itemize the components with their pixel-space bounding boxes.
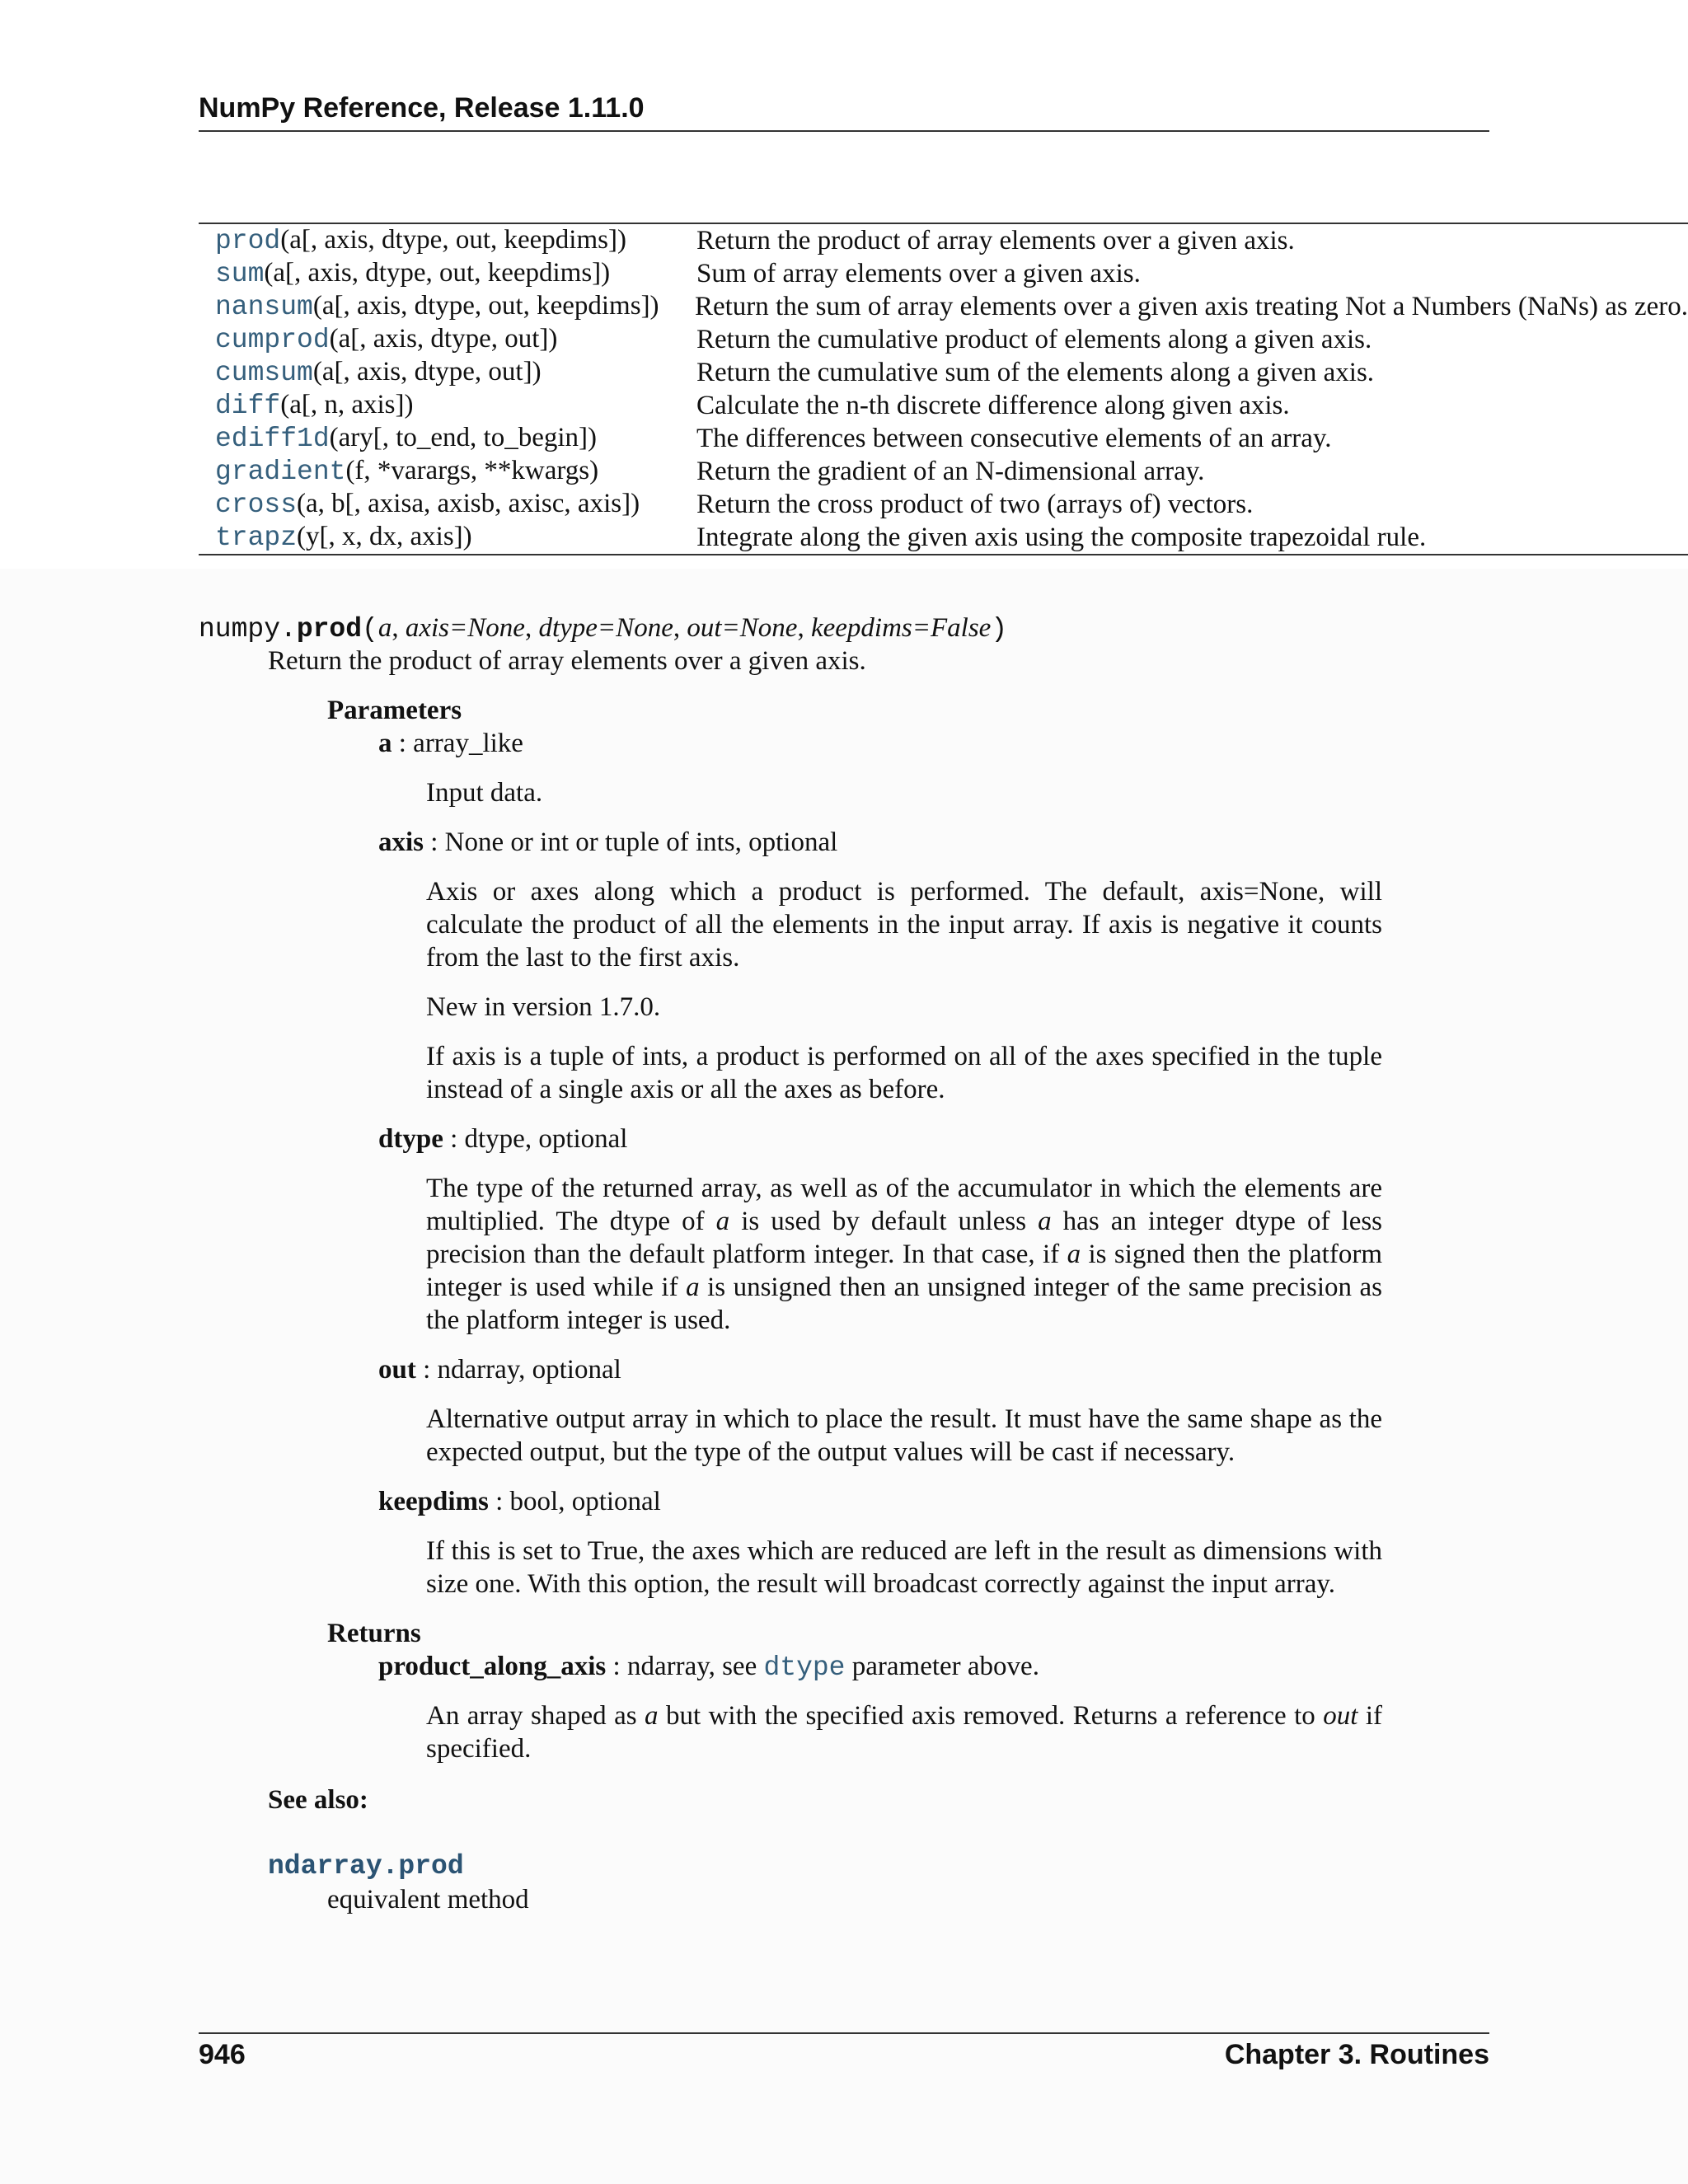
chapter-label: Chapter 3. Routines bbox=[1224, 2039, 1489, 2070]
footer-rule bbox=[199, 2032, 1489, 2034]
param-dtype-description bbox=[426, 1172, 1382, 1337]
summary-function-link[interactable]: nansum bbox=[215, 292, 313, 322]
param-out bbox=[378, 1353, 621, 1386]
param-axis-tuple-note: If axis is a tuple of ints, a product is performed on all of the axes specified in the tuple instead of a single axis or all the axes as before. bbox=[426, 1042, 1382, 1104]
param-a-type: : array_like bbox=[392, 729, 523, 758]
summary-function-args: (a[, axis, dtype, out, keepdims]) bbox=[264, 258, 611, 288]
summary-function-args: (f, *varargs, **kwargs) bbox=[345, 456, 599, 485]
signature-module: numpy. bbox=[199, 614, 297, 644]
summary-row bbox=[199, 389, 1688, 422]
return-name: product_along_axis bbox=[378, 1652, 607, 1681]
summary-function-link[interactable]: cumprod bbox=[215, 325, 330, 355]
param-dtype-type: : dtype, optional bbox=[443, 1124, 628, 1154]
return-description bbox=[426, 1699, 1382, 1765]
function-summary: Return the product of array elements over a given axis. bbox=[268, 646, 866, 676]
summary-signature bbox=[199, 456, 696, 487]
signature-param-axis: axis=None bbox=[405, 613, 525, 643]
param-axis-name: axis bbox=[378, 827, 424, 857]
summary-row bbox=[199, 455, 1688, 488]
summary-signature bbox=[199, 390, 696, 421]
summary-function-args: (a[, axis, dtype, out, keepdims]) bbox=[280, 225, 626, 255]
param-out-name: out bbox=[378, 1355, 416, 1385]
summary-row bbox=[199, 521, 1688, 554]
desc-text: is unsigned then an unsigned integer of the same precision as the platform integer is used. bbox=[426, 1272, 1382, 1335]
parameters-heading: Parameters bbox=[327, 696, 462, 725]
summary-description: Return the product of array elements over a given axis. bbox=[696, 225, 1295, 255]
desc-text: is used by default unless bbox=[729, 1207, 1039, 1236]
summary-function-link[interactable]: ediff1d bbox=[215, 424, 330, 454]
summary-function-link[interactable]: gradient bbox=[215, 457, 346, 487]
header-rule bbox=[199, 130, 1489, 132]
param-a-description: Input data. bbox=[426, 778, 543, 808]
summary-row bbox=[199, 356, 1688, 389]
summary-row bbox=[199, 323, 1688, 356]
running-header: NumPy Reference, Release 1.11.0 bbox=[199, 92, 645, 124]
desc-italic: a bbox=[1038, 1207, 1052, 1236]
desc-italic: out bbox=[1323, 1701, 1358, 1731]
summary-row bbox=[199, 290, 1688, 323]
summary-description: Return the cross product of two (arrays of) vectors. bbox=[696, 489, 1254, 519]
param-a bbox=[378, 727, 523, 760]
param-out-description: Alternative output array in which to place the result. It must have the same shape as the expected output, but the type of the output values will be cast if necessary. bbox=[426, 1404, 1382, 1467]
desc-text: has an integer dtype of less precision than the default platform integer. In that case, if bbox=[426, 1207, 1383, 1269]
desc-text: is signed then the platform integer is used while if bbox=[426, 1240, 1382, 1302]
summary-description: Return the gradient of an N-dimensional array. bbox=[696, 456, 1205, 486]
param-dtype-name: dtype bbox=[378, 1124, 443, 1154]
summary-description: The differences between consecutive elements of an array. bbox=[696, 423, 1332, 453]
return-value bbox=[378, 1650, 1039, 1685]
signature-function-name: prod bbox=[296, 614, 363, 644]
summary-row bbox=[199, 224, 1688, 257]
summary-description: Calculate the n-th discrete difference along given axis. bbox=[696, 390, 1290, 420]
summary-function-args: (a[, axis, dtype, out, keepdims]) bbox=[312, 291, 659, 321]
function-signature bbox=[199, 613, 1007, 644]
summary-description: Return the sum of array elements over a given axis treating Not a Numbers (NaNs) as zero. bbox=[694, 291, 1688, 321]
summary-description: Return the cumulative product of elements along a given axis. bbox=[696, 324, 1372, 354]
summary-function-args: (a[, n, axis]) bbox=[280, 390, 414, 419]
desc-text: if specified. bbox=[426, 1701, 1382, 1764]
see-also-heading: See also: bbox=[268, 1785, 368, 1815]
desc-italic: a bbox=[715, 1207, 730, 1236]
param-keepdims-description: If this is set to True, the axes which are reduced are left in the result as dimensions with size one. With this option, the result will broadcast correctly against the input array. bbox=[426, 1536, 1382, 1599]
desc-text: An array shaped as bbox=[426, 1701, 645, 1731]
param-keepdims bbox=[378, 1485, 661, 1518]
return-type: : ndarray, see bbox=[606, 1652, 764, 1681]
param-axis-type: : None or int or tuple of ints, optional bbox=[424, 827, 838, 857]
summary-signature bbox=[199, 225, 696, 256]
summary-function-link[interactable]: sum bbox=[215, 259, 265, 289]
signature-separator: , bbox=[797, 613, 811, 643]
summary-signature bbox=[199, 489, 696, 520]
desc-text: but with the specified axis removed. Returns a reference to bbox=[658, 1701, 1324, 1731]
signature-separator: , bbox=[673, 613, 687, 643]
see-also-description: equivalent method bbox=[327, 1885, 529, 1915]
summary-function-args: (a[, axis, dtype, out]) bbox=[312, 357, 542, 387]
desc-italic: a bbox=[645, 1701, 659, 1731]
summary-function-link[interactable]: prod bbox=[215, 226, 281, 256]
summary-signature bbox=[199, 357, 696, 388]
summary-row bbox=[199, 422, 1688, 455]
summary-description: Return the cumulative sum of the elements along a given axis. bbox=[696, 357, 1375, 387]
summary-function-link[interactable]: cumsum bbox=[215, 358, 313, 388]
param-keepdims-type: : bool, optional bbox=[488, 1487, 661, 1516]
routines-summary-table bbox=[199, 223, 1688, 555]
summary-function-link[interactable]: cross bbox=[215, 490, 298, 520]
param-a-name: a bbox=[378, 729, 392, 758]
summary-row bbox=[199, 488, 1688, 521]
param-axis bbox=[378, 826, 837, 859]
summary-signature bbox=[199, 324, 696, 355]
summary-function-args: (a[, axis, dtype, out]) bbox=[329, 324, 558, 354]
param-keepdims-name: keepdims bbox=[378, 1487, 489, 1516]
summary-function-args: (ary[, to_end, to_begin]) bbox=[329, 423, 598, 452]
signature-param-out: out=None bbox=[687, 613, 798, 643]
see-also-ndarray-prod-link[interactable]: ndarray.prod bbox=[268, 1851, 464, 1882]
summary-description: Sum of array elements over a given axis. bbox=[696, 258, 1141, 288]
signature-separator: , bbox=[524, 613, 539, 643]
summary-description: Integrate along the given axis using the composite trapezoidal rule. bbox=[696, 522, 1427, 552]
param-dtype bbox=[378, 1122, 627, 1155]
desc-text: The type of the returned array, as well as of the accumulator in which the elements are multiplied. The dtype of bbox=[426, 1174, 1382, 1236]
signature-separator: , bbox=[392, 613, 406, 643]
summary-signature bbox=[199, 423, 696, 454]
param-axis-description: Axis or axes along which a product is performed. The default, axis=None, will calculate the product of all the elements in the input array. If axis is negative it counts from the last to the first axis. bbox=[426, 877, 1382, 972]
summary-function-args: (y[, x, dx, axis]) bbox=[297, 522, 472, 551]
returns-heading: Returns bbox=[327, 1619, 421, 1648]
page-number: 946 bbox=[199, 2039, 246, 2070]
desc-italic: a bbox=[1067, 1240, 1081, 1269]
param-axis-version-note: New in version 1.7.0. bbox=[426, 992, 661, 1022]
dtype-link[interactable]: dtype bbox=[763, 1652, 846, 1683]
signature-param-a: a bbox=[377, 613, 392, 643]
signature-open-paren: ( bbox=[362, 614, 378, 644]
return-type-suffix: parameter above. bbox=[845, 1652, 1039, 1681]
summary-row bbox=[199, 257, 1688, 290]
desc-italic: a bbox=[686, 1272, 700, 1302]
summary-signature bbox=[199, 522, 696, 553]
summary-signature bbox=[199, 258, 696, 289]
signature-param-dtype: dtype=None bbox=[538, 613, 673, 643]
summary-signature bbox=[199, 291, 695, 322]
summary-function-link[interactable]: diff bbox=[215, 391, 281, 421]
param-out-type: : ndarray, optional bbox=[415, 1355, 621, 1385]
page-background-band bbox=[0, 569, 1688, 2184]
summary-function-args: (a, b[, axisa, axisb, axisc, axis]) bbox=[297, 489, 640, 518]
summary-function-link[interactable]: trapz bbox=[215, 523, 298, 553]
signature-close-paren: ) bbox=[991, 614, 1008, 644]
signature-param-keepdims: keepdims=False bbox=[810, 613, 992, 643]
